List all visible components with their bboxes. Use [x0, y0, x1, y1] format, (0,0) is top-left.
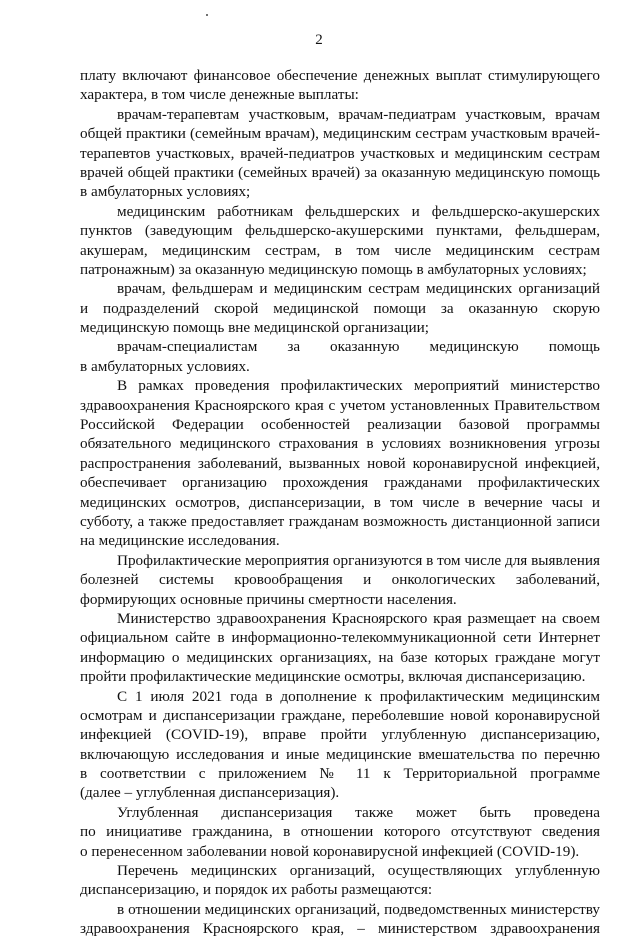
text-line: Профилактические мероприятия организуются в том числе для выявления — [117, 551, 600, 569]
text-line: здравоохранения Красноярского края, – министерством здравоохранения — [80, 920, 600, 938]
text-line: акушерам, медицинским сестрам, в том числе медицинским сестрам — [80, 241, 600, 259]
text-line: в отношении медицинских организаций, подведомственных министерству — [117, 900, 600, 918]
text-line: медицинским работникам фельдшерских и фельдшерско-акушерских — [117, 202, 600, 220]
text-line: о перенесенном заболевании новой коронавирусной инфекцией (COVID-19). — [80, 842, 580, 860]
scan-speck — [206, 14, 208, 16]
text-line: в соответствии с приложением № 11 к Территориальной программе — [80, 765, 600, 783]
text-line: по инициативе гражданина, в отношении которого отсутствуют сведения — [80, 823, 600, 841]
text-line: субботу, а также предоставляет гражданам возможность дистанционной записи — [80, 512, 600, 530]
text-line: Министерство здравоохранения Красноярского края размещает на своем — [117, 609, 600, 627]
text-line: Углубленная диспансеризация также может быть проведена — [117, 803, 600, 821]
paragraph — [80, 202, 600, 280]
paragraph — [80, 803, 600, 861]
text-line: формирующих основные причины смертности населения. — [80, 590, 457, 608]
text-line: обязательного медицинского страхования в условиях возникновения угрозы — [80, 435, 600, 453]
text-line: врачам, фельдшерам и медицинским сестрам медицинских организаций — [117, 280, 600, 298]
text-line: плату включают финансовое обеспечение денежных выплат стимулирующего — [80, 67, 600, 84]
paragraph — [80, 609, 600, 687]
text-line: и подразделений скорой медицинской помощи за оказанную скорую — [80, 299, 600, 317]
paragraph — [80, 551, 600, 609]
document-body — [80, 66, 600, 939]
paragraph — [80, 900, 600, 939]
text-line: Российской Федерации особенностей реализации базовой программы — [80, 416, 600, 434]
text-line: информацию о медицинских организациях, на базе которых граждане могут — [80, 648, 600, 666]
paragraph — [80, 66, 600, 105]
text-line: болезней системы кровообращения и онкологических заболеваний, — [80, 571, 600, 589]
paragraph — [80, 337, 600, 376]
text-line: включающую исследования и иные медицинские вмешательства по перечню — [80, 745, 600, 763]
text-line: врачей общей практики (семейных врачей) за оказанную медицинскую помощь — [80, 163, 600, 181]
paragraph — [80, 687, 600, 803]
text-line: общей практики (семейным врачам), медицинским сестрам участковым врачей- — [80, 125, 600, 143]
text-line: врачам-терапевтам участковым, врачам-педиатрам участковым, врачам — [117, 105, 600, 123]
page-number: 2 — [315, 32, 323, 48]
text-line: здравоохранения Красноярского края с учетом установленных Правительством — [80, 396, 600, 414]
text-line: пунктов (заведующим фельдшерско-акушерскими пунктами, фельдшерам, — [80, 222, 600, 240]
text-line: в амбулаторных условиях. — [80, 357, 250, 375]
text-line: в амбулаторных условиях; — [80, 183, 251, 201]
text-line: диспансеризацию, и порядок их работы размещаются: — [80, 881, 433, 899]
text-line: на медицинские исследования. — [80, 532, 280, 550]
text-line: патронажным) за оказанную медицинскую помощь в амбулаторных условиях; — [80, 260, 587, 278]
text-line: врачам-специалистам за оказанную медицинскую помощь — [117, 338, 600, 356]
paragraph — [80, 105, 600, 202]
text-line: С 1 июля 2021 года в дополнение к профилактическим медицинским — [117, 687, 600, 705]
text-line: Перечень медицинских организаций, осуществляющих углубленную — [117, 862, 600, 880]
text-line: В рамках проведения профилактических мероприятий министерство — [117, 377, 600, 395]
text-line: характера, в том числе денежные выплаты: — [80, 86, 359, 104]
text-line: официальном сайте в информационно-телекоммуникационной сети Интернет — [80, 629, 600, 647]
text-line: медицинских осмотров, диспансеризации, в том числе в вечерние часы и — [80, 493, 600, 511]
paragraph — [80, 279, 600, 337]
text-line: пройти профилактические медицинские осмотры, включая диспансеризацию. — [80, 668, 586, 686]
paragraph — [80, 861, 600, 900]
text-line: (далее – углубленная диспансеризация). — [80, 784, 340, 802]
text-line: инфекцией (COVID-19), вправе пройти углубленную диспансеризацию, — [80, 726, 600, 744]
text-line: распространения заболеваний, вызванных новой коронавирусной инфекцией, — [80, 454, 600, 472]
text-line: медицинскую помощь вне медицинской организации; — [80, 319, 429, 337]
text-line: обеспечивает организацию прохождения гражданами профилактических — [80, 474, 600, 492]
text-line: терапевтов участковых, врачей-педиатров участковых и медицинским сестрам — [80, 144, 600, 162]
text-line: осмотрам и диспансеризации граждане, переболевшие новой коронавирусной — [80, 706, 600, 724]
paragraph — [80, 376, 600, 551]
